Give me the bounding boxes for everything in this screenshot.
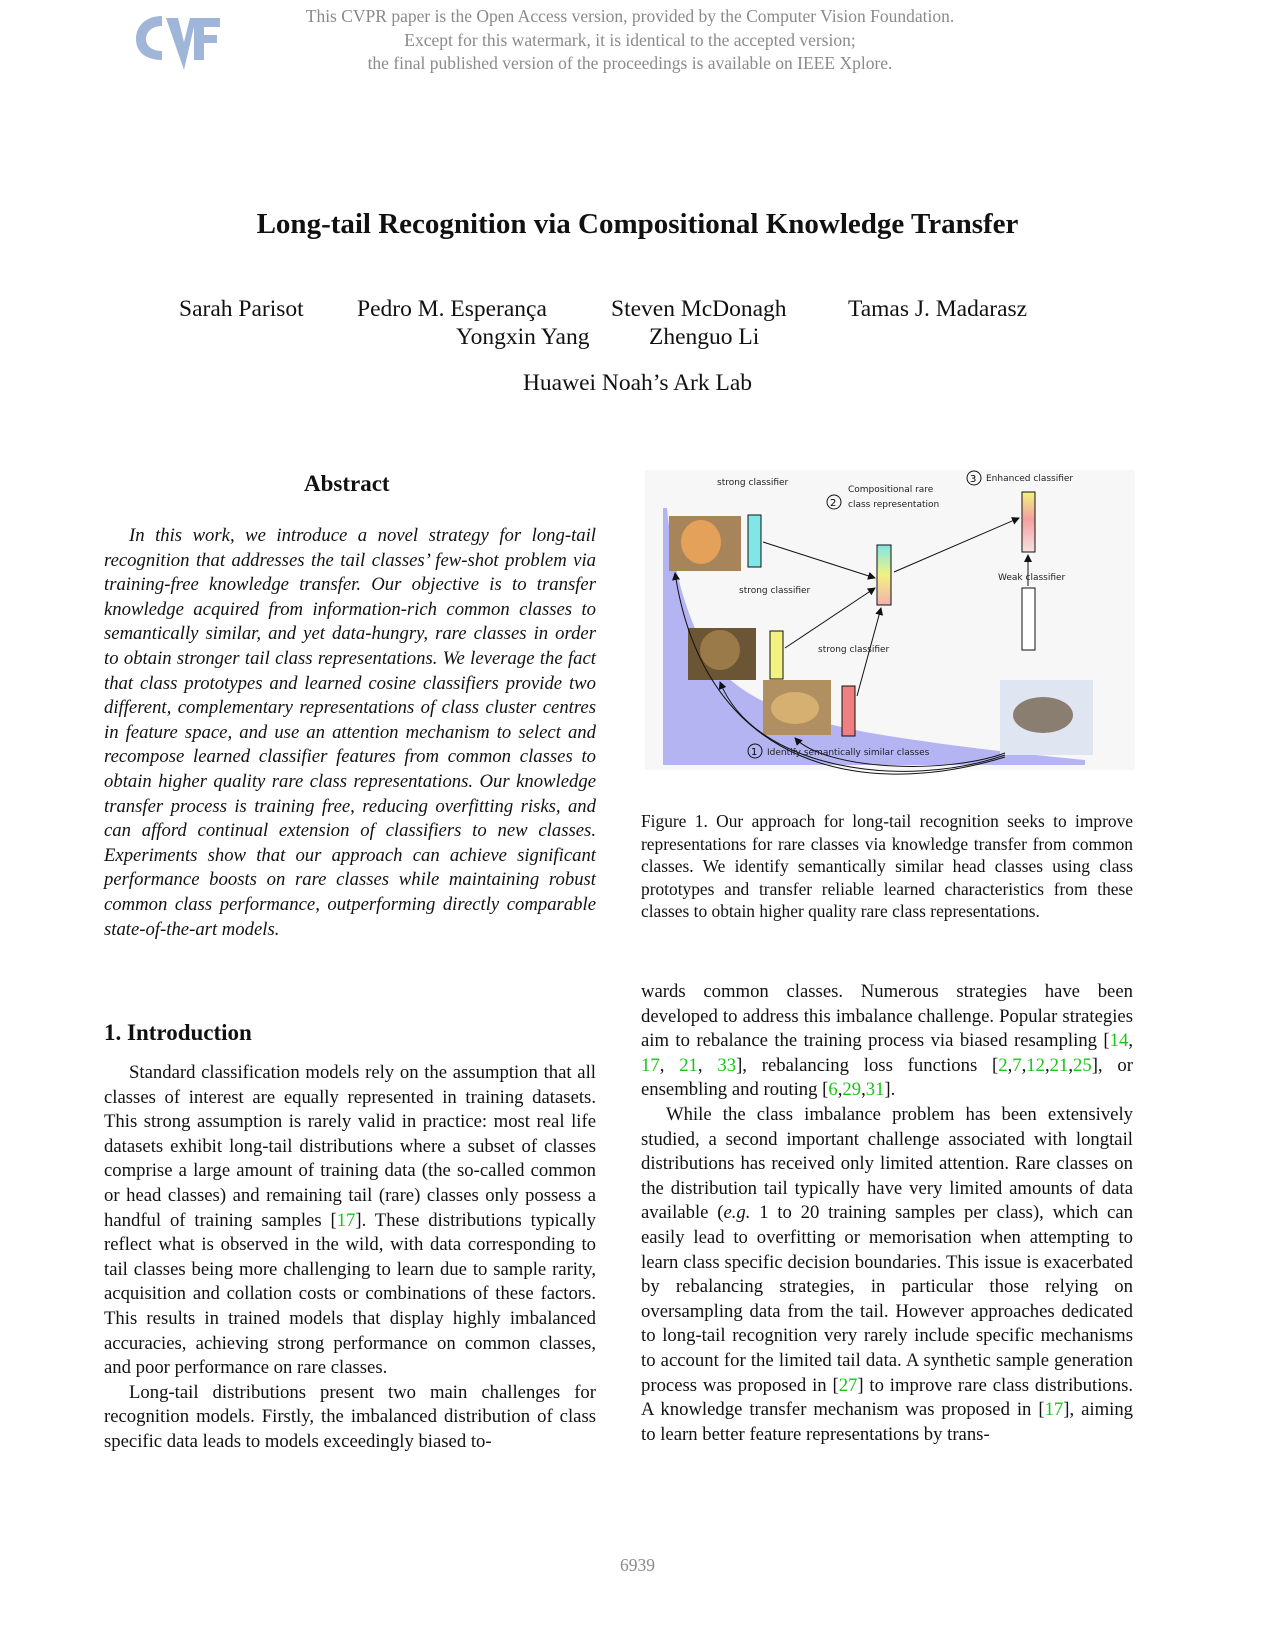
enhanced-classifier-bar <box>1022 492 1035 552</box>
right-paragraph-1: wards common classes. Numerous strategies have been developed to address this imbalance challenge. Popular strategies aim to rebalance the training process via biased resampling [14, 17, 21, 33], rebalancing loss functions [2,7,12,21,25], or ensembling and routing [6,29,31]. <box>641 981 1133 1101</box>
step-1-number: 1 <box>751 747 758 758</box>
lion-body <box>700 630 740 670</box>
kitten-body <box>681 520 721 564</box>
strong-classifier-label: strong classifier <box>717 478 789 488</box>
step-2-number: 2 <box>830 498 837 509</box>
citation-link[interactable]: 2 <box>998 1054 1008 1076</box>
right-paragraph-2 <box>641 1103 1133 1447</box>
page-number: 6939 <box>620 1555 655 1575</box>
citation-link[interactable]: 6 <box>828 1079 838 1101</box>
citation-link[interactable]: 21 <box>1049 1054 1069 1076</box>
right-column-text <box>641 980 1133 1447</box>
citation-link[interactable]: 25 <box>1073 1054 1092 1076</box>
citation-link[interactable]: 31 <box>865 1079 885 1101</box>
introduction-text <box>104 1061 596 1455</box>
figure-1-caption <box>641 810 1133 923</box>
citation-link[interactable]: 7 <box>1012 1054 1022 1076</box>
author-name: Yongxin Yang <box>456 324 590 350</box>
citation-link[interactable]: 14 <box>1109 1030 1129 1052</box>
text-run: ], or ensembling and routing [ <box>641 1054 1133 1101</box>
caption-text: Our approach for long-tail recognition seeks to improve representations for rare classes via knowledge transfer from common classes. We identify semantically similar head classes using class prototypes and transfer reliable learned characteristics from these classes to obtain higher quality rare class representations. <box>641 811 1133 921</box>
text-run: ]. These distributions typically reflect what is observed in the wild, with data corresponding to tail classes being more challenging to learn due to sample rarity, acquisition and collation costs or combinations of these factors. This results in trained models that display highly imbalanced accuracies, achieving strong performance on common classes, and poor performance on rare classes. <box>104 1209 596 1379</box>
strong-classifier-bar-yellow <box>770 631 783 679</box>
citation-link[interactable]: 17 <box>641 1054 660 1076</box>
lynx-body <box>1013 697 1073 733</box>
paper-title: Long-tail Recognition via Compositional Knowledge Transfer <box>256 208 1019 240</box>
abstract-text <box>104 524 596 942</box>
citation-link[interactable]: 17 <box>1044 1399 1064 1421</box>
strong-classifier-bar-cyan <box>748 515 761 567</box>
cvf-logo <box>132 8 222 72</box>
cheetah-body <box>771 692 819 724</box>
watermark-notice <box>230 5 1030 76</box>
step-3-label: Enhanced classifier <box>986 474 1074 484</box>
text-run: ], rebalancing loss functions [ <box>736 1054 999 1076</box>
strong-classifier-label: strong classifier <box>739 586 811 596</box>
text-run: ] to improve rare class distributions. A knowledge transfer mechanism was proposed in [ <box>641 1374 1134 1421</box>
author-name: Tamas J. Madarasz <box>848 296 1028 322</box>
author-name: Zhenguo Li <box>649 324 760 350</box>
text-run: ]. <box>884 1079 896 1101</box>
intro-paragraph-1 <box>104 1061 596 1381</box>
text-run: e.g. <box>723 1202 751 1224</box>
step-1-label: Identify semantically similar classes <box>767 748 930 758</box>
figure-1 <box>645 470 1135 800</box>
citation-link[interactable]: 29 <box>842 1079 862 1101</box>
caption-label: Figure 1. <box>641 811 708 831</box>
author-name: Steven McDonagh <box>611 296 787 322</box>
citation-link[interactable]: 21 <box>679 1054 698 1076</box>
citation-link[interactable]: 33 <box>717 1054 737 1076</box>
affiliation: Huawei Noah’s Ark Lab <box>522 370 753 396</box>
author-name: Pedro M. Esperança <box>357 296 547 322</box>
citation-link[interactable]: 27 <box>838 1374 858 1396</box>
citation-link[interactable]: 17 <box>336 1209 356 1231</box>
step-3-number: 3 <box>970 474 977 485</box>
abstract-heading: Abstract <box>304 471 390 496</box>
strong-classifier-label: strong classifier <box>818 645 890 655</box>
text-run: 1 to 20 training samples per class), which can easily lead to overfitting or memorisation when attempting to learn class specific decision boundaries. This issue is exacerbated by rebalancing strategies, in particular those relying on oversampling data from the tail. However approaches dedicated to long-tail recognition very rarely include specific mechanisms to account for the limited tail data. A synthetic sample generation process was proposed in [ <box>641 1202 1133 1396</box>
step-2-label: Compositional rare <box>848 485 934 495</box>
abstract-paragraph: In this work, we introduce a novel strategy for long-tail recognition that addresses the tail classes’ few-shot problem via training-free knowledge transfer. Our objective is to transfer knowledge acquired from information-rich common classes to semantically similar, and yet data-hungry, rare classes in order to obtain stronger tail class representations. We leverage the fact that class prototypes and learned cosine classifiers provide two different, complementary representations of class cluster centres in feature space, and use an attention mechanism to select and recompose learned classifier features from common classes to obtain higher quality rare class representations. Our knowledge transfer process is training free, reducing overfitting risks, and can afford continual extension of classifiers to new classes. Experiments show that our approach can achieve significant performance boosts on rare classes while maintaining robust common class performance, outperforming directly comparable state-of-the-art models. <box>104 525 596 940</box>
text-run: ], aiming to learn better feature representations by trans- <box>641 1399 1134 1445</box>
step-2-label: class representation <box>848 500 940 510</box>
step-3-annotation <box>965 468 1085 488</box>
compositional-representation-bar <box>877 545 891 605</box>
text-run: While the class imbalance problem has been extensively studied, a second important challenge associated with longtail distributions has received only limited attention. Rare classes on the distribution tail typically have very limited amounts of data available ( <box>641 1103 1133 1224</box>
author-name: Sarah Parisot <box>179 296 304 322</box>
text-run: wards common classes. Numerous strategies have been developed to address this imbalance challenge. Popular strategies aim to rebalance the training process via biased resampling [ <box>641 981 1133 1052</box>
weak-classifier-bar <box>1022 588 1035 650</box>
watermark-line: Except for this watermark, it is identical to the accepted version; <box>404 29 856 50</box>
text-run: Standard classification models rely on the assumption that all classes of interest are equally represented in training datasets. This strong assumption is rarely valid in practice: most real life datasets exhibit long-tail distributions where a subset of classes comprise a large amount of training data (the so-called common or head classes) and remaining tail (rare) classes only possess a handful of training samples [ <box>104 1062 596 1231</box>
intro-paragraph-2: Long-tail distributions present two main challenges for recognition models. Firstly, the imbalanced distribution of class specific data leads to models exceedingly biased to- <box>104 1381 596 1452</box>
citation-link[interactable]: 12 <box>1026 1054 1045 1076</box>
section-heading-introduction: 1. Introduction <box>104 1020 252 1045</box>
watermark-line: This CVPR paper is the Open Access version, provided by the Computer Vision Foundation. <box>305 6 955 26</box>
watermark-line: the final published version of the proceedings is available on IEEE Xplore. <box>367 53 893 73</box>
strong-classifier-bar-red <box>842 686 855 736</box>
weak-classifier-label: Weak classifier <box>998 573 1066 583</box>
